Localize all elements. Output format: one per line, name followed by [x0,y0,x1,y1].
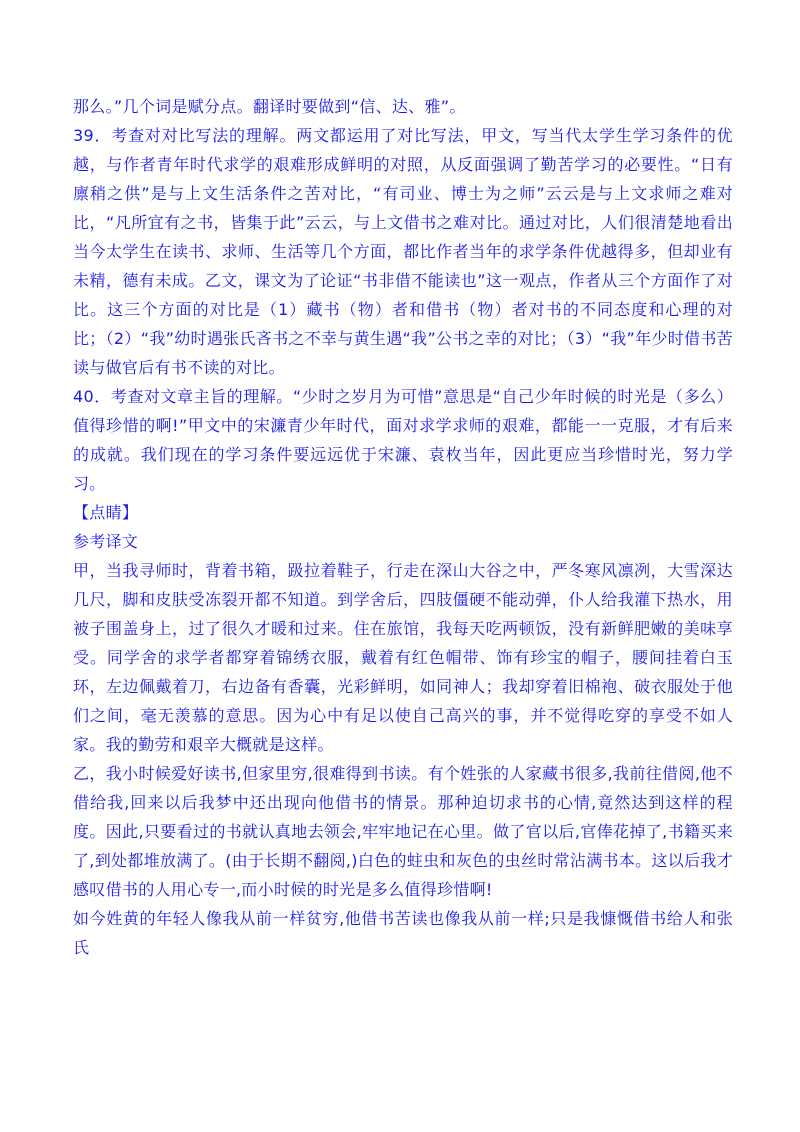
paragraph-translation-yi: 乙，我小时候爱好读书,但家里穷,很难得到书读。有个姓张的人家藏书很多,我前往借阅,他不借给我,回来以后我梦中还出现向他借书的情景。那种迫切求书的心情,竟然达到这样的程度。因此,只要看过的书就认真地去领会,牢牢地记在心里。做了官以后,官俸花掉了,书籍买来了,到处都堆放满了。(由于长期不翻阅,)白色的蛀虫和灰色的虫丝时常沾满书本。这以后我才感叹借书的人用心专一,而小时候的时光是多么值得珍惜啊! [73,764,733,899]
section-heading-dianjing: 【点睛】 [73,503,139,522]
paragraph-translation-jia: 甲，当我寻师时，背着书箱，趿拉着鞋子，行走在深山大谷之中，严冬寒风凛冽，大雪深达几尺，脚和皮肤受冻裂开都不知道。到学舍后，四肢僵硬不能动弹，仆人给我灌下热水，用被子围盖身上，过了很久才暖和过来。住在旅馆，我每天吃两顿饭，没有新鲜肥嫩的美味享受。同学舍的求学者都穿着锦绣衣服，戴着有红色帽带、饰有珍宝的帽子，腰间挂着白玉环，左边佩戴着刀，右边备有香囊，光彩鲜明，如同神人；我却穿着旧棉袍、破衣服处于他们之间，毫无羡慕的意思。因为心中有足以使自己高兴的事，并不觉得吃穿的享受不如人家。我的勤劳和艰辛大概就是这样。 [73,561,733,754]
paragraph-answer-40: 40．考查对文章主旨的理解。“少时之岁月为可惜”意思是“自己少年时候的时光是（多么）值得珍惜的啊!”甲文中的宋濂青少年时代，面对求学求师的艰难，都能一一克服，才有后来的成就。我们现在的学习条件要远远优于宋濂、袁枚当年，因此更应当珍惜时光，努力学习。 [73,387,733,493]
paragraph-translation-yi-continued: 如今姓黄的年轻人像我从前一样贫穷,他借书苦读也像我从前一样;只是我慷慨借书给人和张氏 [73,909,733,957]
paragraph-translation-note: 那么。”几个词是赋分点。翻译时要做到“信、达、雅”。 [73,97,466,116]
paragraph-answer-39: 39．考查对对比写法的理解。两文都运用了对比写法，甲文，写当代太学生学习条件的优越，与作者青年时代求学的艰难形成鲜明的对照，从反面强调了勤苦学习的必要性。“日有廪稍之供”是与上文生活条件之苦对比，“有司业、博士为之师”云云是与上文求师之难对比，“凡所宜有之书，皆集于此”云云，与上文借书之难对比。通过对比，人们很清楚地看出当今太学生在读书、求师、生活等几个方面，都比作者当年的求学条件优越得多，但却业有未精，德有未成。乙文，课文为了论证“书非借不能读也”这一观点，作者从三个方面作了对比。这三个方面的对比是（1）藏书（物）者和借书（物）者对书的不同态度和心理的对比；（2）“我”幼时遇张氏吝书之不幸与黄生遇“我”公书之幸的对比；（3）“我”年少时借书苦读与做官后有书不读的对比。 [73,126,733,377]
document-body [73,92,733,962]
section-heading-reference-translation: 参考译文 [73,532,139,551]
